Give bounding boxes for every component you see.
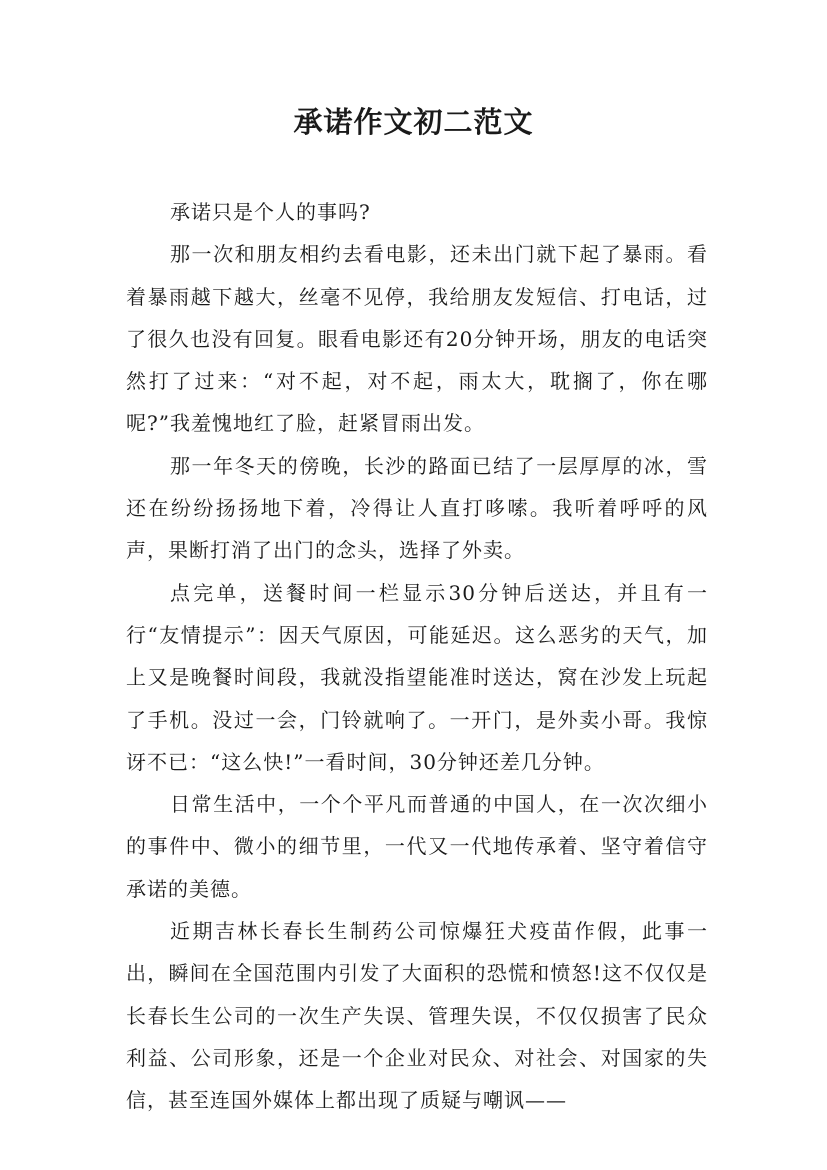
paragraph-6: 近期吉林长春长生制药公司惊爆狂犬疫苗作假，此事一出，瞬间在全国范围内引发了大面积的恐慌和愤怒!这不仅仅是长春长生公司的一次生产失误、管理失误，不仅仅损害了民众利益、公司形象，还是一个企业对民众、对社会、对国家的失信，甚至连国外媒体上都出现了质疑与嘲讽—— bbox=[126, 919, 708, 1113]
paragraph-3: 那一年冬天的傍晚，长沙的路面已结了一层厚厚的冰，雪还在纷纷扬扬地下着，冷得让人直打哆嗦。我听着呼呼的风声，果断打消了出门的念头，选择了外卖。 bbox=[126, 453, 708, 563]
paragraph-4: 点完单，送餐时间一栏显示30分钟后送达，并且有一行“友情提示”：因天气原因，可能延迟。这么恶劣的天气，加上又是晚餐时间段，我就没指望能准时送达，窝在沙发上玩起了手机。没过一会，门铃就响了。一开门，是外卖小哥。我惊讶不已：“这么快!”一看时间，30分钟还差几分钟。 bbox=[126, 580, 708, 774]
paragraph-2: 那一次和朋友相约去看电影，还未出门就下起了暴雨。看着暴雨越下越大，丝毫不见停，我给朋友发短信、打电话，过了很久也没有回复。眼看电影还有20分钟开场，朋友的电话突然打了过来：“对不起，对不起，雨太大，耽搁了，你在哪呢?”我羞愧地红了脸，赶紧冒雨出发。 bbox=[126, 242, 708, 436]
paragraph-1: 承诺只是个人的事吗? bbox=[170, 200, 371, 224]
paragraph-5: 日常生活中，一个个平凡而普通的中国人，在一次次细小的事件中、微小的细节里，一代又一代地传承着、坚守着信守承诺的美德。 bbox=[126, 792, 708, 901]
document-title: 承诺作文初二范文 bbox=[293, 105, 534, 139]
document-body bbox=[126, 191, 708, 1122]
